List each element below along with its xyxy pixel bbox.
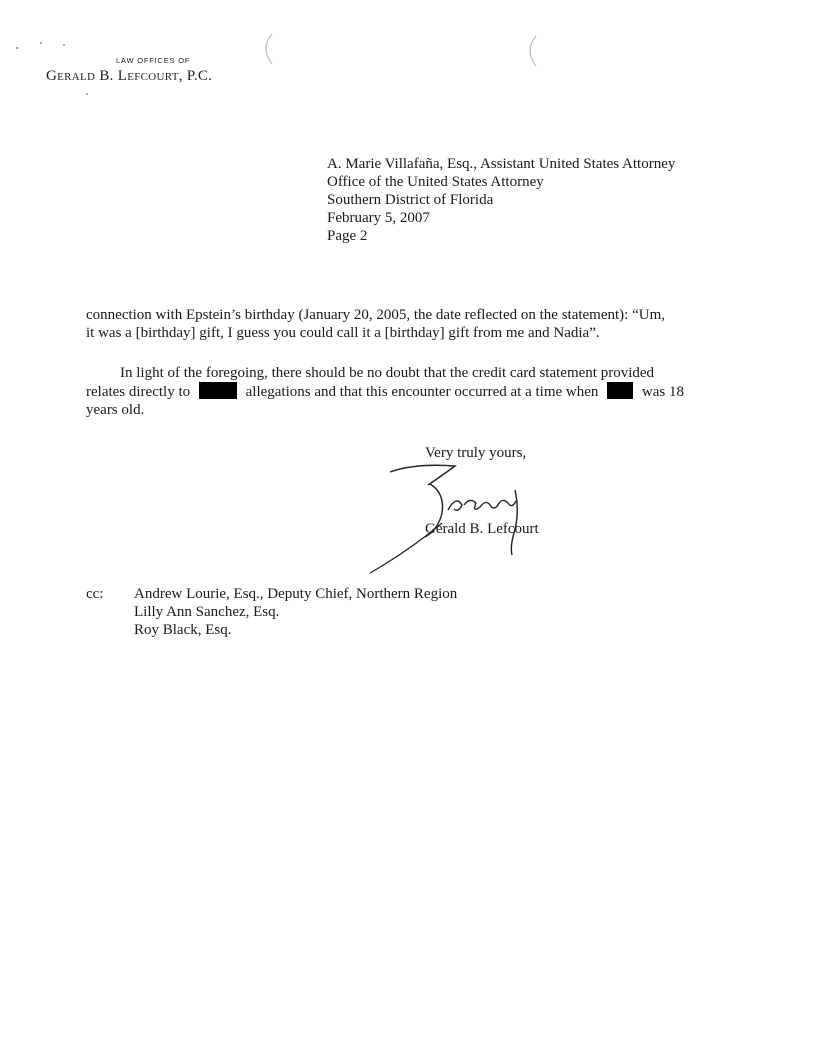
- cc-recipient: Roy Black, Esq.: [134, 622, 232, 638]
- scan-speck: [86, 93, 88, 95]
- addressee-line: A. Marie Villafaña, Esq., Assistant United States Attorney: [327, 156, 676, 172]
- paragraph-line: [86, 382, 684, 401]
- paragraph-text: relates directly to: [86, 384, 191, 400]
- body-paragraph: [86, 306, 665, 342]
- paragraph-line: years old.: [86, 402, 145, 418]
- handwritten-signature: [330, 455, 560, 580]
- cc-list: [134, 585, 457, 639]
- closing-salutation: Very truly yours,: [425, 445, 527, 461]
- addressee-line: Southern District of Florida: [327, 192, 494, 208]
- addressee-line: February 5, 2007: [327, 210, 430, 226]
- addressee-block: [327, 155, 675, 245]
- punch-hole-mark: [256, 32, 276, 66]
- redaction-block: [607, 382, 633, 399]
- paragraph-text: allegations and that this encounter occurred at a time when: [245, 384, 599, 400]
- addressee-line: Office of the United States Attorney: [327, 174, 544, 190]
- letterhead-firm-name: Gerald B. Lefcourt, P.C.: [46, 68, 213, 84]
- letterhead-small-line: LAW OFFICES OF: [116, 56, 191, 65]
- scan-speck: [40, 42, 42, 44]
- paragraph-line: In light of the foregoing, there should be no doubt that the credit card statement provided: [120, 365, 655, 381]
- redaction-block: [199, 382, 237, 399]
- addressee-line: Page 2: [327, 228, 368, 244]
- cc-recipient: Lilly Ann Sanchez, Esq.: [134, 604, 280, 620]
- scan-speck: [16, 47, 18, 49]
- cc-label: cc:: [86, 586, 104, 602]
- signer-name: Gerald B. Lefcourt: [425, 521, 539, 537]
- paragraph-line: connection with Epstein’s birthday (January 20, 2005, the date reflected on the statement): “Um,: [86, 307, 665, 323]
- scan-speck: [63, 44, 65, 46]
- paragraph-text: was 18: [641, 384, 684, 400]
- punch-hole-mark: [520, 34, 540, 68]
- body-paragraph: [86, 364, 684, 419]
- cc-recipient: Andrew Lourie, Esq., Deputy Chief, Northern Region: [134, 586, 458, 602]
- paragraph-line: it was a [birthday] gift, I guess you could call it a [birthday] gift from me and Nadia”.: [86, 325, 600, 341]
